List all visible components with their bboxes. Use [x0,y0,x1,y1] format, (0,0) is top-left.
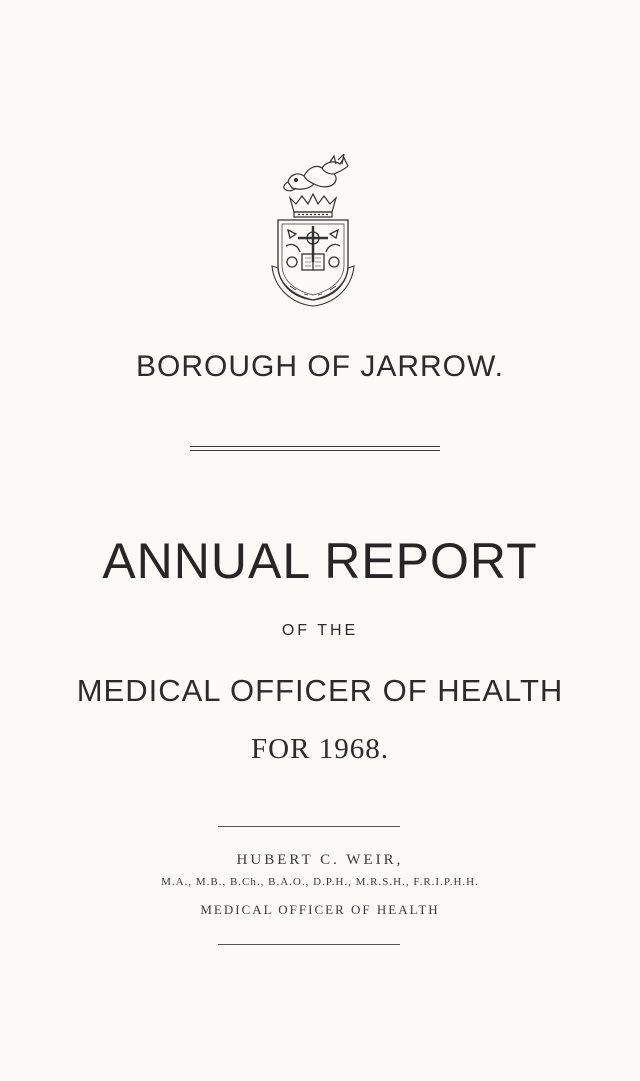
title-connector: OF THE [281,622,359,639]
shield-icon [278,220,348,300]
dragon-crest-icon [284,154,348,191]
rule-below-author [218,944,400,945]
double-rule-top [190,446,440,447]
double-rule-bottom [190,450,440,451]
author-name: HUBERT C. WEIR, [236,852,404,868]
coat-of-arms-icon [268,154,358,309]
motto-scroll-icon [272,266,354,306]
author-role: MEDICAL OFFICER OF HEALTH [200,902,440,917]
report-title: ANNUAL REPORT [102,533,538,589]
report-subject: MEDICAL OFFICER OF HEALTH [76,673,564,708]
rule-above-author [218,826,400,827]
report-year: FOR 1968. [251,733,389,765]
mural-crown-icon [290,194,336,217]
author-qualifications: M.A., M.B., B.Ch., B.A.O., D.P.H., M.R.S.H., F.R.I.P.H.H. [161,876,479,888]
borough-name: BOROUGH OF JARROW. [135,350,504,383]
